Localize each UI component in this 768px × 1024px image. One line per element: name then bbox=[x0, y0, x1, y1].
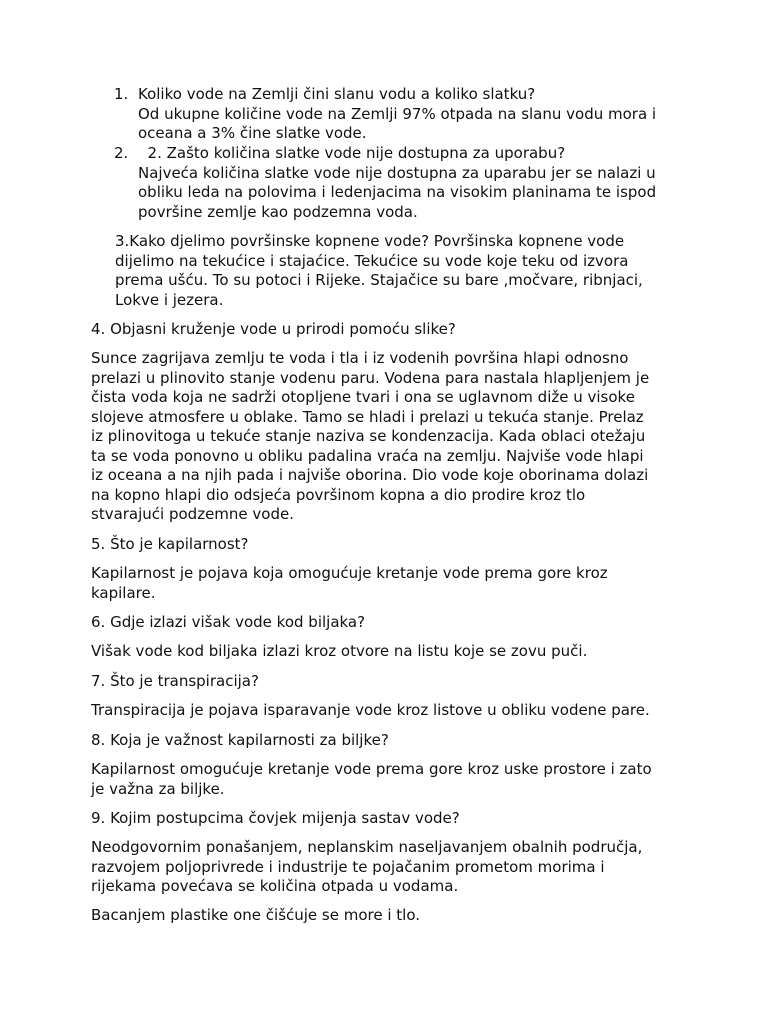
answer-8-line-1: Kapilarnost omogućuje kretanje vode prema gore kroz uske prostore i zato bbox=[91, 760, 652, 778]
answer-4-line-4: slojeve atmosfere u oblake. Tamo se hladi i prelazi u tekuća stanje. Prelaz bbox=[91, 407, 644, 426]
answer-9-line-1: Neodgovornim ponašanjem, neplanskim naseljavanjem obalnih područja, bbox=[91, 838, 643, 856]
answer-9-line-2: razvojem poljoprivrede i industrije te pojačanim prometom morima i bbox=[91, 857, 605, 876]
answer-9-extra: Bacanjem plastike one čišćuje se more i tlo. bbox=[91, 906, 421, 924]
answer-4 bbox=[91, 349, 691, 525]
answer-7 bbox=[91, 701, 691, 721]
answer-1-line-2: oceana a 3% čine slatke vode. bbox=[138, 124, 367, 142]
answer-8 bbox=[91, 760, 691, 799]
question-5: 5. Što je kapilarnost? bbox=[91, 535, 249, 553]
answer-2-line-2: obliku leda na polovima i ledenjacima na visokim planinama te ispod bbox=[138, 183, 657, 201]
answer-4-line-5: iz plinovitoga u tekuće stanje naziva se kondenzacija. Kada oblaci otežaju bbox=[91, 427, 646, 445]
answer-5-line-2: kapilare. bbox=[91, 583, 156, 602]
paragraph-3-line-3: prema ušću. To su potoci i Rijeke. Stajačice su bare ,močvare, ribnjaci, bbox=[115, 271, 643, 289]
paragraph-3 bbox=[115, 232, 695, 310]
answer-5 bbox=[91, 564, 691, 603]
answer-5-line-1: Kapilarnost je pojava koja omogućuje kretanje vode prema gore kroz bbox=[91, 564, 608, 582]
answer-9 bbox=[91, 838, 691, 897]
answer-1-line-1: Od ukupne količine vode na Zemlji 97% otpada na slanu vodu mora i bbox=[138, 104, 657, 123]
answer-6-line-1: Višak vode kod biljaka izlazi kroz otvore na listu koje se zovu puči. bbox=[91, 642, 588, 660]
list-number-1: 1. bbox=[114, 85, 129, 103]
question-1: Koliko vode na Zemlji čini slanu vodu a koliko slatku? bbox=[138, 85, 536, 103]
answer-4-line-7: iz oceana a na njih pada i najviše oborina. Dio vode koje oborinama dolazi bbox=[91, 466, 649, 484]
question-7: 7. Što je transpiracija? bbox=[91, 672, 259, 690]
paragraph-3-line-2: dijelimo na tekućice i stajaćice. Tekućice su vode koje teku od izvora bbox=[115, 251, 629, 270]
answer-4-line-9: stvarajući podzemne vode. bbox=[91, 505, 294, 523]
answer-4-line-2: prelazi u plinovito stanje vodenu paru. Vodena para nastala hlapljenjem je bbox=[91, 368, 650, 387]
list-item-2 bbox=[114, 144, 698, 222]
answer-8-line-2: je važna za biljke. bbox=[91, 779, 225, 798]
answer-4-line-1: Sunce zagrijava zemlju te voda i tla i iz vodenih površina hlapi odnosno bbox=[91, 349, 629, 367]
question-6: 6. Gdje izlazi višak vode kod biljaka? bbox=[91, 613, 366, 631]
question-2: 2. Zašto količina slatke vode nije dostupna za uporabu? bbox=[138, 144, 566, 162]
answer-7-line-1: Transpiracija je pojava isparavanje vode kroz listove u obliku vodene pare. bbox=[91, 701, 650, 719]
question-8: 8. Koja je važnost kapilarnosti za biljke? bbox=[91, 731, 389, 749]
answer-4-line-3: čista voda koja ne sadrži otopljene tvari i ona se uglavnom diže u visoke bbox=[91, 388, 635, 406]
question-9: 9. Kojim postupcima čovjek mijenja sastav vode? bbox=[91, 809, 460, 827]
list-number-2: 2. bbox=[114, 144, 129, 162]
answer-4-line-6: ta se voda ponovno u obliku padalina vraća na zemlju. Najviše vode hlapi bbox=[91, 446, 644, 465]
answer-4-line-8: na kopno hlapi dio odsjeća površinom kopna a dio prodire kroz tlo bbox=[91, 485, 586, 504]
answer-6 bbox=[91, 642, 691, 662]
answer-9-line-3: rijekama povećava se količina otpada u vodama. bbox=[91, 877, 459, 895]
answer-2-line-1: Najveća količina slatke vode nije dostupna za uparabu jer se nalazi u bbox=[138, 163, 656, 182]
paragraph-3-line-4: Lokve i jezera. bbox=[115, 290, 224, 309]
question-4: 4. Objasni kruženje vode u prirodi pomoću slike? bbox=[91, 320, 456, 338]
answer-2-line-3: površine zemlje kao podzemna voda. bbox=[138, 202, 418, 221]
paragraph-3-line-1: 3.Kako djelimo površinske kopnene vode? Površinska kopnene vode bbox=[115, 232, 625, 250]
list-item-1 bbox=[114, 85, 698, 144]
